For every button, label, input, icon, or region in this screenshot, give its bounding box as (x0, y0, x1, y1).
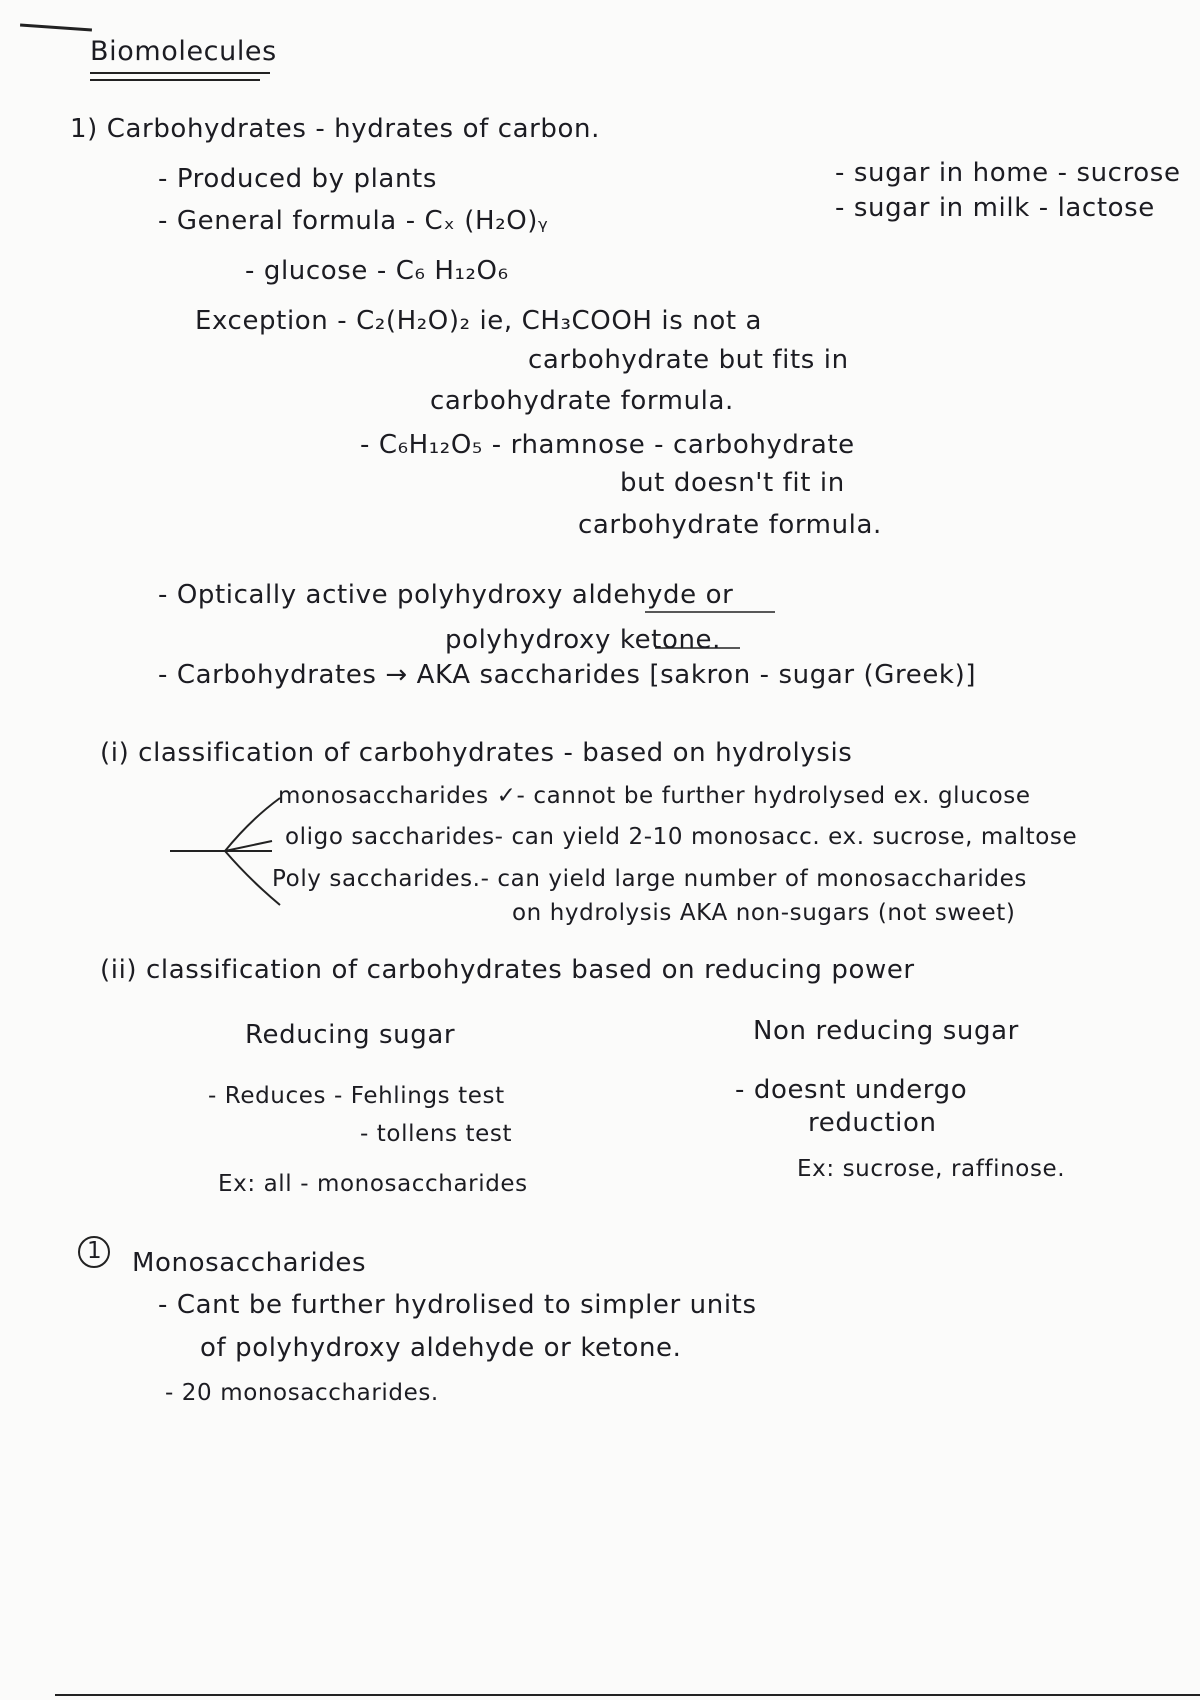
mono-line-3: - 20 monosaccharides. (165, 1380, 439, 1406)
page-heading: Biomolecules (90, 36, 277, 67)
optical-line: - Optically active polyhydroxy aldehyde or (158, 580, 734, 610)
non-reducing-line: - doesnt undergo (735, 1075, 968, 1105)
monosaccharides-title: Monosaccharides (132, 1248, 367, 1278)
polysaccharides-branch: Poly saccharides.- can yield large number of monosaccharides (272, 866, 1027, 892)
exception-line-3: carbohydrate formula. (430, 386, 734, 416)
exception-line-2: carbohydrate but fits in (528, 345, 849, 375)
side-note-lactose: - sugar in milk - lactose (835, 193, 1155, 223)
section-number: 1 (87, 1238, 103, 1264)
rhamnose-line-3: carbohydrate formula. (578, 510, 882, 540)
glucose-line: - glucose - C₆ H₁₂O₆ (245, 256, 509, 286)
produced-line: - Produced by plants (158, 164, 437, 194)
reducing-sugar-heading: Reducing sugar (245, 1020, 456, 1050)
aka-line: - Carbohydrates → AKA saccharides [sakron - sugar (Greek)] (158, 660, 977, 690)
formula-line: - General formula - Cₓ (H₂O)ᵧ (158, 206, 549, 236)
oligosaccharides-branch: oligo saccharides- can yield 2-10 monosacc. ex. sucrose, maltose (285, 824, 1078, 850)
monosaccharides-branch: monosaccharides ✓- cannot be further hydrolysed ex. glucose (278, 783, 1031, 809)
mono-line-1: - Cant be further hydrolised to simpler units (158, 1290, 757, 1320)
rhamnose-line-2: but doesn't fit in (620, 468, 845, 498)
optical-line-2: polyhydroxy ketone. (445, 625, 722, 655)
non-reducing-line-2: reduction (808, 1108, 937, 1138)
non-reducing-sugar-heading: Non reducing sugar (753, 1016, 1019, 1046)
hydrolysis-title: (i) classification of carbohydrates - based on hydrolysis (100, 738, 853, 768)
reducing-example: Ex: all - monosaccharides (218, 1171, 528, 1197)
reducing-fehlings: - Reduces - Fehlings test (208, 1083, 505, 1109)
mono-line-2: of polyhydroxy aldehyde or ketone. (200, 1333, 682, 1363)
polysaccharides-branch-2: on hydrolysis AKA non-sugars (not sweet) (512, 900, 1016, 926)
rhamnose-line: - C₆H₁₂O₅ - rhamnose - carbohydrate (360, 430, 855, 460)
side-note-sucrose: - sugar in home - sucrose (835, 158, 1181, 188)
non-reducing-example: Ex: sucrose, raffinose. (797, 1156, 1066, 1182)
exception-line: Exception - C₂(H₂O)₂ ie, CH₃COOH is not a (195, 306, 763, 336)
reducing-tollens: - tollens test (360, 1121, 513, 1147)
carbohydrates-title: 1) Carbohydrates - hydrates of carbon. (70, 114, 600, 144)
reducing-title: (ii) classification of carbohydrates based on reducing power (100, 955, 915, 985)
